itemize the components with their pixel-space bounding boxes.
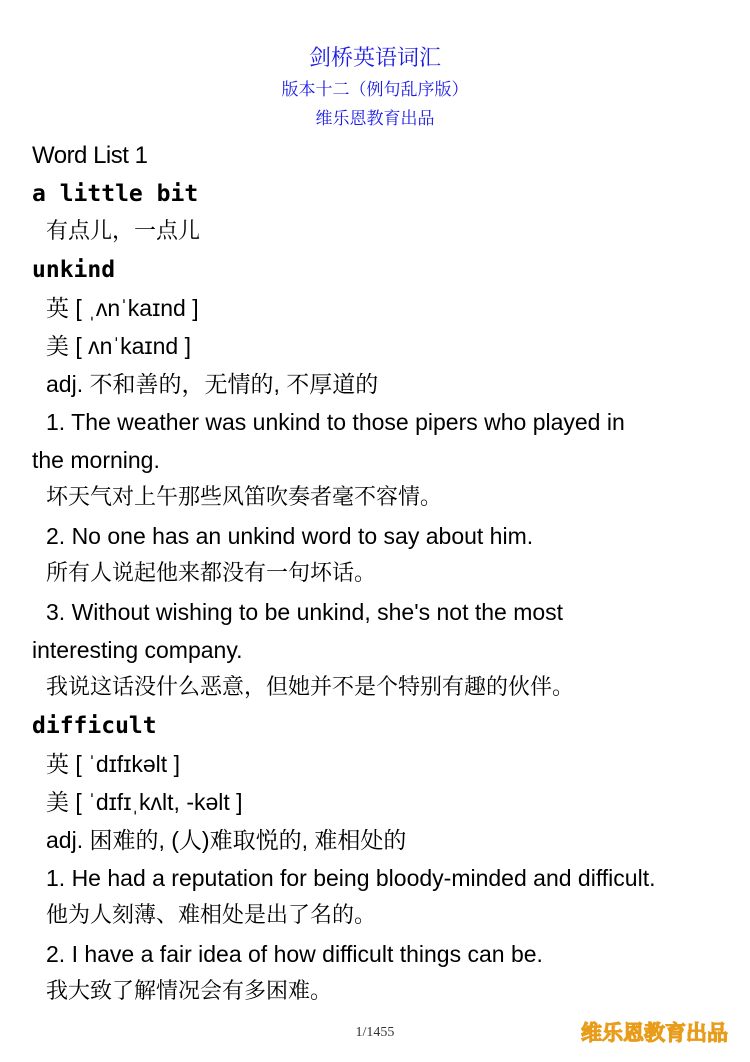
example-chinese: 他为人刻薄、难相处是出了名的。 <box>46 903 377 928</box>
word-list-title: Word List 1 <box>32 142 148 169</box>
entry-word: difficult <box>32 713 157 739</box>
publisher-watermark: 维乐恩教育出品 <box>581 1021 728 1045</box>
example-english: 2. No one has an unkind word to say about him. <box>46 523 534 549</box>
pronunciation-uk: 英 [ ˈdɪfɪkəlt ] <box>46 751 180 777</box>
example-english: 1. The weather was unkind to those pipers who played in <box>46 409 625 435</box>
pronunciation-us: 美 [ ˈdɪfɪˌkʌlt, -kəlt ] <box>46 789 243 815</box>
pronunciation-uk: 英 [ ˌʌnˈkaɪnd ] <box>46 295 199 321</box>
pronunciation-us: 美 [ ʌnˈkaɪnd ] <box>46 333 191 359</box>
document-subtitle: 版本十二（例句乱序版） <box>281 80 469 100</box>
example-english-continued: the morning. <box>32 447 160 473</box>
entry-word: unkind <box>32 257 116 283</box>
example-chinese: 我大致了解情况会有多困难。 <box>46 979 333 1004</box>
example-english: 3. Without wishing to be unkind, she's not the most <box>46 599 564 625</box>
entry-word: a little bit <box>32 181 199 207</box>
example-english: 2. I have a fair idea of how difficult things can be. <box>46 941 543 967</box>
example-chinese: 我说这话没什么恶意，但她并不是个特别有趣的伙伴。 <box>46 675 575 700</box>
document-publisher: 维乐恩教育出品 <box>315 109 435 129</box>
example-chinese: 所有人说起他来都没有一句坏话。 <box>46 561 377 586</box>
entry-definition: adj. 困难的, (人)难取悦的, 难相处的 <box>46 827 407 853</box>
example-chinese: 坏天气对上午那些风笛吹奏者毫不容情。 <box>46 485 443 510</box>
entry-meaning: 有点儿，一点儿 <box>46 219 201 244</box>
page-number: 1/1455 <box>355 1025 395 1040</box>
example-english: 1. He had a reputation for being bloody-minded and difficult. <box>46 865 656 891</box>
example-english-continued: interesting company. <box>32 637 243 663</box>
document-title: 剑桥英语词汇 <box>308 46 441 71</box>
entry-definition: adj. 不和善的，无情的, 不厚道的 <box>46 371 379 397</box>
